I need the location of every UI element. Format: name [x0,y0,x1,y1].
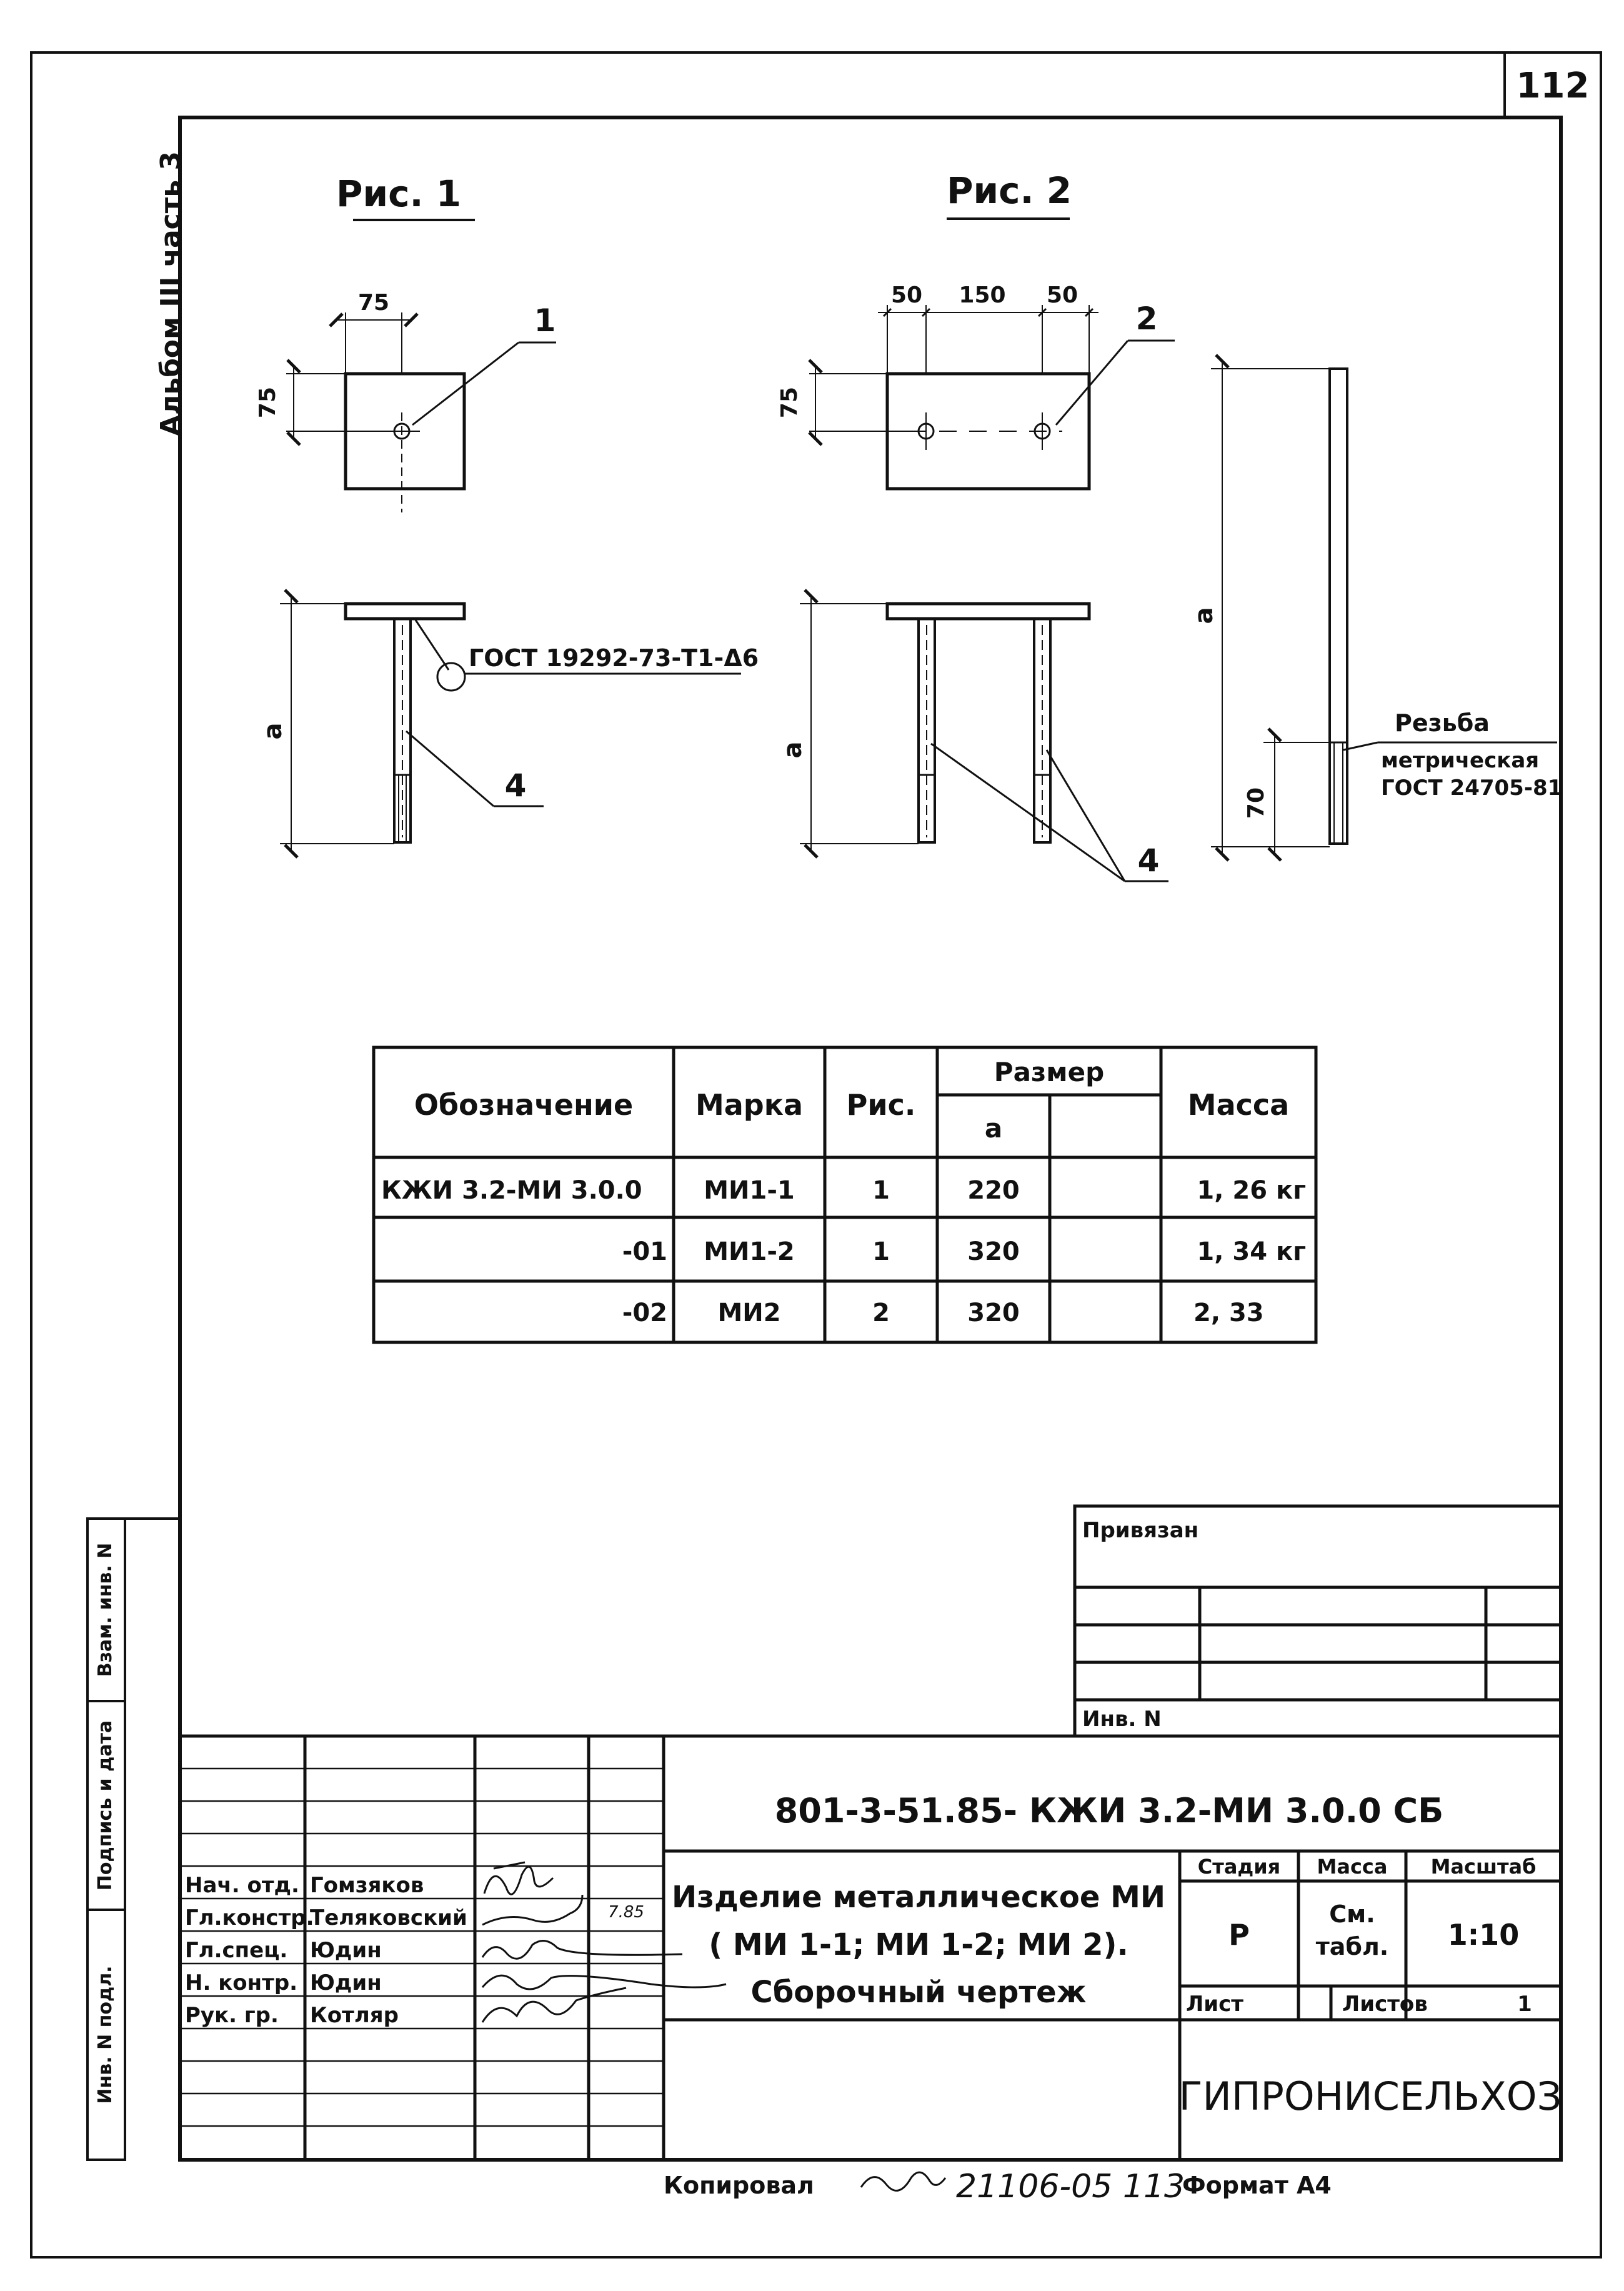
plate-1-side [346,604,464,619]
mass-value-1: См. [1329,1900,1375,1928]
thread-note-1: Резьба [1395,709,1490,737]
cell-a: 320 [967,1299,1020,1327]
cell-designation: КЖИ 3.2-МИ 3.0.0 [381,1176,642,1205]
rod-dim-thread: 70 [1243,787,1269,819]
cell-designation: -01 [622,1237,667,1266]
role-label: Рук. гр. [185,2003,279,2028]
role-label: Гл.спец. [185,1938,288,1963]
page-number: 112 [1516,66,1590,106]
cell-mark: МИ2 [717,1299,781,1327]
cell-a: 320 [967,1237,1020,1266]
thread-note-2: метрическая [1381,748,1540,773]
fig2-callout-plate: 2 [1135,301,1158,337]
figure-2-title: Рис. 2 [946,169,1072,212]
fig2-dim-mid: 150 [959,282,1006,308]
fig1-callout-plate: 1 [534,302,556,339]
title-block [180,1736,1562,2160]
cell-fig: 1 [872,1176,890,1205]
plate-2-side [887,604,1089,619]
role-name: Теляковский [310,1905,467,1930]
date-note: 7.85 [608,1903,644,1922]
sheets-label: Листов [1342,1992,1428,2017]
role-label: Н. контр. [185,1970,298,1995]
role-name: Юдин [310,1970,382,1995]
fig1-dim-length: a [259,722,287,740]
col-header-mass: Масса [1187,1088,1290,1122]
rod-detail-body [1330,369,1347,844]
fig1-callout-rod: 4 [504,767,527,804]
doc-name-line-2: ( МИ 1-1; МИ 1-2; МИ 2). [709,1927,1128,1962]
col-header-size-a: a [984,1113,1003,1144]
scale-value: 1:10 [1447,1918,1520,1952]
side-box-vzam-inv: Взам. инв. N [94,1542,116,1677]
side-box-inv-podl: Инв. N подл. [94,1965,116,2104]
mass-value-2: табл. [1315,1933,1389,1960]
table-row [622,1237,1306,1266]
copier-signature [861,2172,945,2190]
fig1-dim-height: 75 [255,386,281,419]
cell-mark: МИ1-2 [704,1237,795,1266]
figure-1-title: Рис. 1 [336,172,462,215]
figure-1 [255,172,759,851]
stage-label: Стадия [1197,1855,1281,1879]
fig1-weld-note: ГОСТ 19292-73-Т1-Δ6 [469,644,759,672]
cell-fig: 2 [872,1299,890,1327]
doc-code: 801-3-51.85- КЖИ 3.2-МИ 3.0.0 СБ [774,1791,1444,1830]
col-header-designation: Обозначение [414,1088,634,1122]
stage-value: Р [1228,1918,1250,1952]
album-label: Альбом III часть 3 [155,151,187,437]
fig2-dim-height: 75 [777,386,802,419]
sheet-label: Лист [1186,1992,1243,2017]
cell-fig: 1 [872,1237,890,1266]
thread-note-3: ГОСТ 24705-81 [1381,776,1563,801]
copied-label: Копировал [664,2172,814,2199]
cell-mass: 2, 33 [1193,1299,1264,1327]
binding-privyazan: Привязан [1082,1518,1199,1543]
figure-2 [777,169,1175,881]
doc-name-line-3: Сборочный чертеж [750,1975,1087,2010]
footer [664,2168,1332,2205]
fig2-callout-rods: 4 [1137,842,1160,879]
cell-mass: 1, 34 кг [1197,1237,1306,1266]
format-label: Формат А4 [1182,2172,1332,2199]
role-label: Нач. отд. [185,1873,299,1898]
table-row [622,1299,1264,1327]
fig1-dim-width: 75 [357,290,390,316]
role-name: Котляр [310,2003,399,2028]
mass-label: Масса [1317,1855,1388,1879]
organization-name: ГИПРОНИСЕЛЬХОЗ [1178,2074,1562,2119]
doc-name-line-1: Изделие металлическое МИ [671,1880,1166,1915]
fig2-dim-right: 50 [1046,282,1079,308]
binding-inv-n: Инв. N [1082,1707,1162,1732]
cell-a: 220 [967,1176,1020,1205]
role-label: Гл.констр. [185,1905,314,1930]
col-header-fig: Рис. [846,1088,916,1122]
rod-detail [1190,361,1562,854]
fig2-dim-left: 50 [890,282,923,308]
col-header-size: Размер [994,1057,1105,1087]
binding-block [1075,1506,1561,1736]
table-row [381,1176,1306,1205]
copy-number: 21106-05 113 [956,2168,1185,2205]
cell-designation: -02 [622,1299,667,1327]
fig2-dim-length: a [779,741,807,759]
col-header-mark: Марка [695,1088,804,1122]
spec-table [374,1047,1316,1342]
cell-mass: 1, 26 кг [1197,1176,1306,1205]
role-name: Юдин [310,1938,382,1963]
rod-dim-length: a [1190,607,1218,624]
scale-label: Масштаб [1430,1855,1537,1879]
role-name: Гомзяков [310,1873,424,1898]
cell-mark: МИ1-1 [704,1176,795,1205]
sheets-value: 1 [1517,1992,1532,2017]
side-box-signature: Подпись и дата [94,1720,116,1891]
